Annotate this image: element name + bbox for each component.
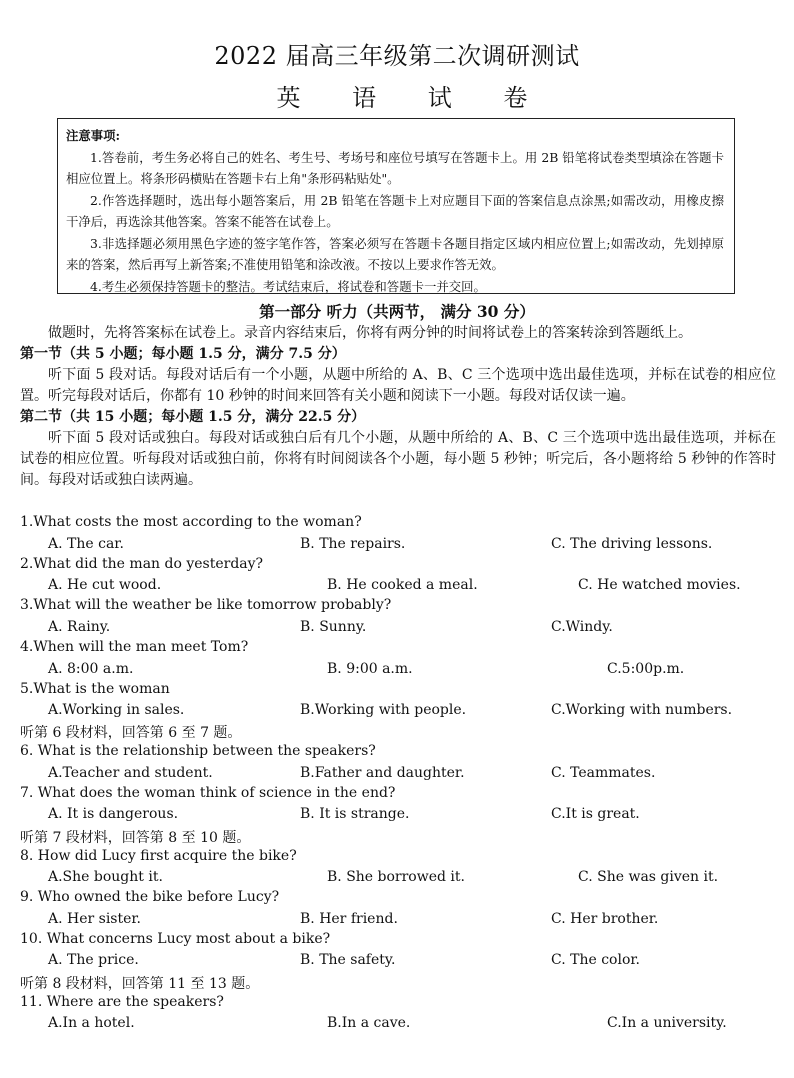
question-4: 4.When will the man meet Tom?: [20, 639, 249, 655]
option-c: C. Her brother.: [551, 911, 659, 927]
notice-item-2: 2.作答选择题时，选出每小题答案后，用 2B 铅笔在答题卡上对应题目下面的答案信息点涂黑;如需改动，用橡皮擦干净后，再选涂其他答案。答案不能答在试卷上。: [66, 192, 724, 229]
option-b: B. Her friend.: [300, 911, 398, 927]
option-c: C.5:00p.m.: [607, 661, 685, 677]
option-b: B. He cooked a meal.: [327, 577, 478, 593]
notice-box: [57, 118, 735, 294]
material-note-6: 听第 6 段材料，回答第 6 至 7 题。: [20, 725, 242, 741]
option-c: C.In a university.: [607, 1015, 727, 1031]
option-b: B. 9:00 a.m.: [327, 661, 413, 677]
option-a: A.She bought it.: [48, 869, 163, 885]
option-a: A. He cut wood.: [48, 577, 162, 593]
notice-item-3: 3.非选择题必须用黑色字迹的签字笔作答，答案必须写在答题卡各题目指定区域内相应位置上;如需改动，先划掉原来的答案，然后再写上新答案;不准使用铅笔和涂改液。不按以上要求作答无效。: [66, 235, 724, 272]
option-b: B.Father and daughter.: [300, 765, 465, 781]
option-c: C. Teammates.: [551, 765, 656, 781]
question-9: 9. Who owned the bike before Lucy?: [20, 889, 280, 905]
material-note-7: 听第 7 段材料，回答第 8 至 10 题。: [20, 830, 251, 846]
option-a: A. Her sister.: [48, 911, 142, 927]
section-two-title: 第二节（共 15 小题；每小题 1.5 分，满分 22.5 分）: [20, 409, 366, 425]
option-a: A.Working in sales.: [48, 702, 185, 718]
listening-instructions: [20, 323, 776, 491]
question-10: 10. What concerns Lucy most about a bike?: [20, 931, 331, 947]
question-7: 7. What does the woman think of science in the end?: [20, 785, 396, 801]
part-one-intro: 做题时，先将答案标在试卷上。录音内容结束后，你将有两分钟的时间将试卷上的答案转涂到答题纸上。: [48, 325, 692, 341]
option-b: B.In a cave.: [327, 1015, 411, 1031]
question-6: 6. What is the relationship between the speakers?: [20, 743, 376, 759]
option-c: C. The color.: [551, 952, 640, 968]
option-a: A. Rainy.: [48, 619, 111, 635]
material-note-8: 听第 8 段材料，回答第 11 至 13 题。: [20, 976, 260, 992]
question-3: 3.What will the weather be like tomorrow probably?: [20, 597, 392, 613]
option-a: A. It is dangerous.: [48, 806, 179, 822]
option-a: A. The car.: [48, 536, 124, 552]
option-b: B. It is strange.: [300, 806, 410, 822]
option-b: B. The safety.: [300, 952, 396, 968]
question-8: 8. How did Lucy first acquire the bike?: [20, 848, 297, 864]
option-b: B. Sunny.: [300, 619, 367, 635]
exam-title: 2022 届高三年级第二次调研测试: [214, 42, 580, 70]
section-one-text: 听下面 5 段对话。每段对话后有一个小题，从题中所给的 A、B、C 三个选项中选出最佳选项，并标在试卷的相应位置。听完每段对话后，你都有 10 秒钟的时间来回答有关小题和阅读下一小题。每段对话仅读一遍。: [20, 367, 776, 404]
section-two-text: 听下面 5 段对话或独白。每段对话或独白后有几个小题，从题中所给的 A、B、C 三个选项中选出最佳选项，并标在试卷的相应位置。听每段对话或独白前，你将有时间阅读各个小题，每小题 5 秒钟；听完后，各小题将给 5 秒钟的作答时间。每段对话或独白读两遍。: [20, 430, 776, 488]
question-5: 5.What is the woman: [20, 681, 170, 697]
exam-subject: 英 语 试 卷: [276, 84, 550, 112]
option-c: C.Windy.: [551, 619, 613, 635]
option-a: A. The price.: [48, 952, 139, 968]
part-one-title: 第一部分 听力（共两节， 满分 30 分）: [259, 302, 535, 321]
option-b: B. The repairs.: [300, 536, 406, 552]
option-b: B.Working with people.: [300, 702, 467, 718]
option-c: C. He watched movies.: [578, 577, 741, 593]
notice-item-1: 1.答卷前，考生务必将自己的姓名、考生号、考场号和座位号填写在答题卡上。用 2B 铅笔将试卷类型填涂在答题卡相应位置上。将条形码横贴在答题卡右上角"条形码粘贴处"。: [66, 149, 724, 186]
question-11: 11. Where are the speakers?: [20, 994, 224, 1010]
option-a: A.In a hotel.: [48, 1015, 135, 1031]
question-2: 2.What did the man do yesterday?: [20, 556, 264, 572]
option-a: A. 8:00 a.m.: [48, 661, 134, 677]
option-c: C. The driving lessons.: [551, 536, 713, 552]
notice-heading: 注意事项:: [66, 128, 121, 143]
option-c: C. She was given it.: [578, 869, 719, 885]
option-c: C.It is great.: [551, 806, 640, 822]
question-1: 1.What costs the most according to the woman?: [20, 514, 362, 530]
option-a: A.Teacher and student.: [48, 765, 213, 781]
notice-item-4: 4.考生必须保持答题卡的整洁。考试结束后，将试卷和答题卡一并交回。: [90, 278, 486, 294]
section-one-title: 第一节（共 5 小题；每小题 1.5 分，满分 7.5 分）: [20, 346, 346, 362]
option-b: B. She borrowed it.: [327, 869, 465, 885]
option-c: C.Working with numbers.: [551, 702, 733, 718]
